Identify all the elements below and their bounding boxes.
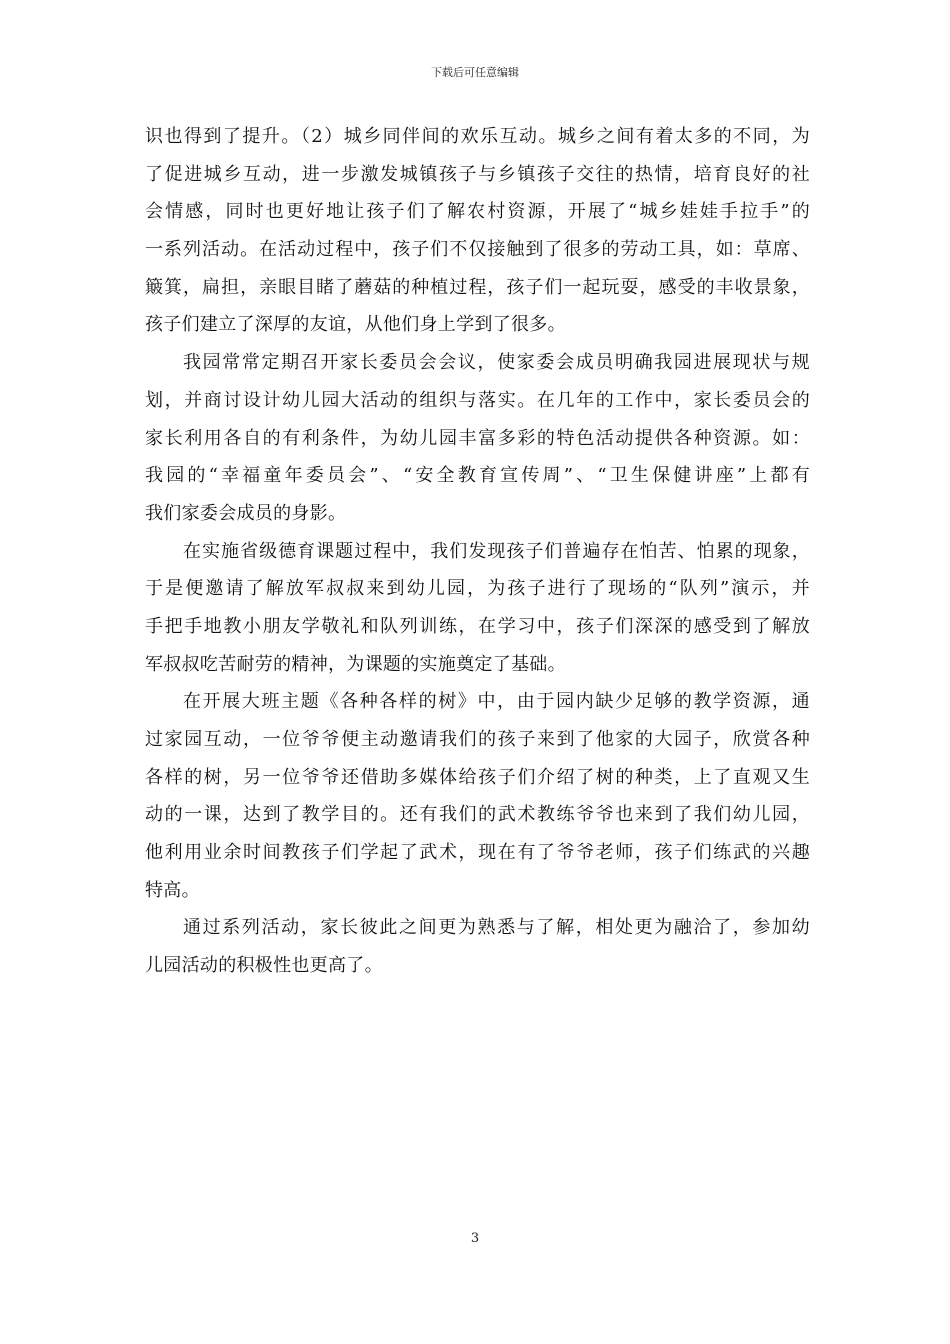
text-line: 在开展大班主题《各种各样的树》中，由于园内缺少足够的教学资源，通: [183, 691, 810, 713]
paragraph: [145, 123, 810, 349]
text-line: 通过系列活动，家长彼此之间更为熟悉与了解，相处更为融洽了，参加幼: [183, 917, 810, 939]
text-line: 于是便邀请了解放军叔叔来到幼儿园，为孩子进行了现场的“队列”演示，并: [145, 578, 810, 600]
text-line: 家长利用各自的有利条件，为幼儿园丰富多彩的特色活动提供各种资源。如：: [145, 427, 810, 449]
page-header: 下载后可任意编辑: [431, 66, 519, 79]
text-line: 各样的树，另一位爷爷还借助多媒体给孩子们介绍了树的种类，上了直观又生: [145, 766, 810, 788]
text-line: 动的一课，达到了教学目的。还有我们的武术教练爷爷也来到了我们幼儿园，: [145, 804, 810, 826]
text-line: 过家园互动，一位爷爷便主动邀请我们的孩子来到了他家的大园子，欣赏各种: [145, 729, 810, 750]
text-line: 会情感，同时也更好地让孩子们了解农村资源，开展了“城乡娃娃手拉手”的: [145, 201, 810, 223]
page-number: 3: [470, 1231, 480, 1246]
text-line: 儿园活动的积极性也更高了。: [145, 955, 383, 977]
paragraph: [145, 914, 810, 989]
text-line: 簸箕，扁担，亲眼目睹了蘑菇的种植过程，孩子们一起玩耍，感受的丰收景象，: [145, 276, 810, 298]
text-line: 我们家委会成员的身影。: [145, 502, 347, 524]
document-body: [145, 123, 810, 990]
text-line: 我园常常定期召开家长委员会会议，使家委会成员明确我园进展现状与规: [183, 352, 810, 374]
text-line: 他利用业余时间教孩子们学起了武术，现在有了爷爷老师，孩子们练武的兴趣: [145, 842, 810, 864]
text-line: 特高。: [145, 879, 200, 901]
text-line: 孩子们建立了深厚的友谊，从他们身上学到了很多。: [145, 314, 566, 336]
paragraph: [145, 688, 810, 914]
text-line: 我园的“幸福童年委员会”、“安全教育宣传周”、“卫生保健讲座”上都有: [145, 465, 810, 487]
text-line: 识也得到了提升。（2）城乡同伴间的欢乐互动。城乡之间有着太多的不同，为: [145, 126, 810, 147]
text-line: 了促进城乡互动，进一步激发城镇孩子与乡镇孩子交往的热情，培育良好的社: [145, 163, 810, 185]
text-line: 手把手地教小朋友学敬礼和队列训练，在学习中，孩子们深深的感受到了解放: [145, 615, 810, 637]
paragraph: [145, 538, 810, 689]
paragraph: [145, 349, 810, 537]
text-line: 一系列活动。在活动过程中，孩子们不仅接触到了很多的劳动工具，如：草席、: [145, 239, 810, 261]
text-line: 在实施省级德育课题过程中，我们发现孩子们普遍存在怕苦、怕累的现象，: [183, 540, 810, 562]
text-line: 划，并商讨设计幼儿园大活动的组织与落实。在几年的工作中，家长委员会的: [145, 389, 810, 411]
text-line: 军叔叔吃苦耐劳的精神，为课题的实施奠定了基础。: [145, 653, 566, 675]
